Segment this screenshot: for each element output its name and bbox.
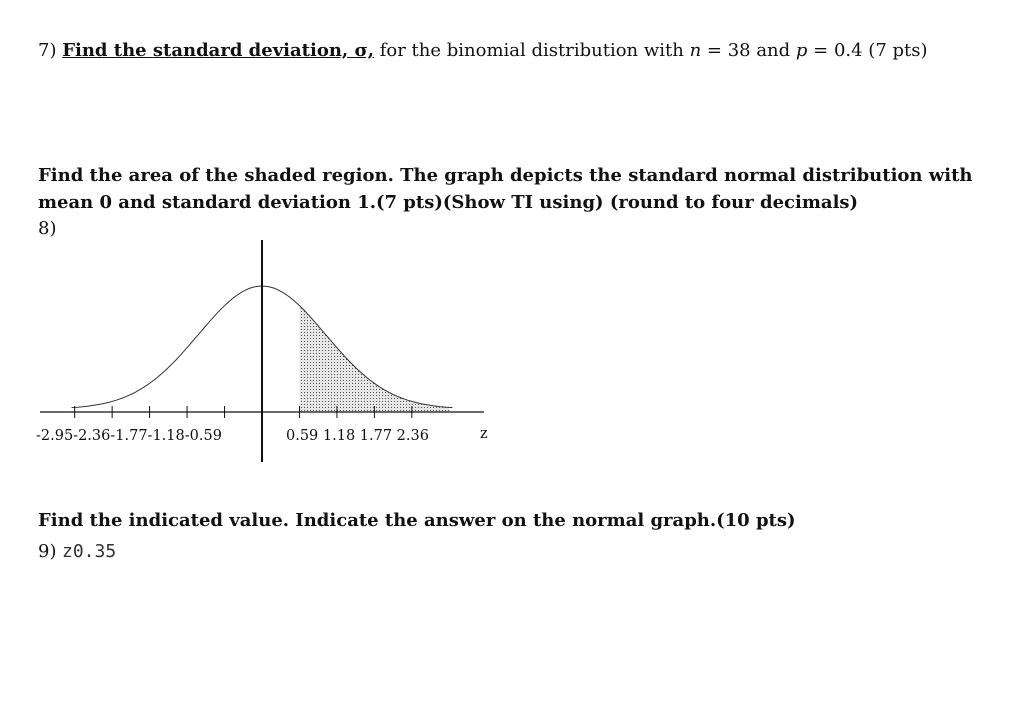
q7-p-variable: p (795, 40, 808, 61)
positive-tick-labels: 0.59 1.18 1.77 2.36 (286, 428, 429, 444)
shaded-region (300, 306, 450, 412)
q7-heading: Find the standard deviation, σ, (62, 40, 374, 61)
z-value: z0.35 (62, 541, 117, 562)
q7-n-variable: n (689, 40, 702, 61)
question-8-number: 8) (38, 218, 57, 239)
z-axis-label: z (480, 426, 488, 442)
normal-distribution-graph (34, 236, 504, 468)
q7-text-2: = 38 and (701, 40, 796, 61)
negative-tick-labels: -2.95-2.36-1.77-1.18-0.59 (36, 428, 222, 444)
question-9-number: 9) (38, 541, 57, 562)
q7-text-1: for the binomial distribution with (374, 40, 690, 61)
q7-text-3: = 0.4 (7 pts) (807, 40, 928, 61)
question-7 (38, 40, 928, 61)
question-8-prompt: Find the area of the shaded region. The graph depicts the standard normal distribution with mean 0 and standard deviation 1.(7 pts)(Show TI using) (round to four decimals) (38, 165, 973, 213)
question-9-prompt: Find the indicated value. Indicate the answer on the normal graph.(10 pts) (38, 510, 796, 531)
q7-number: 7) (38, 40, 57, 61)
